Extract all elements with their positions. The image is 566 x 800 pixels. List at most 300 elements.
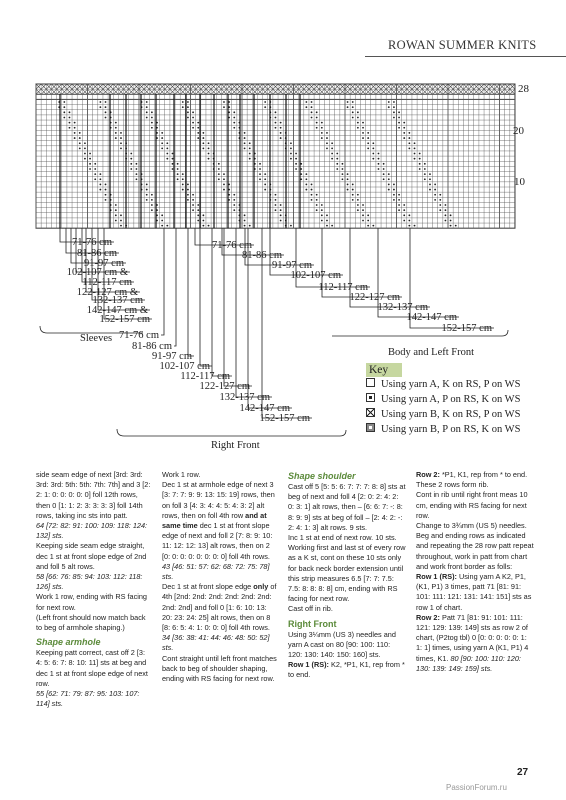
- right-front-size-label: 91-97 cm: [152, 351, 192, 362]
- purl-dot: [115, 132, 117, 134]
- sleeve-size-label: 102-107 cm &: [66, 267, 128, 278]
- purl-dot: [321, 214, 323, 216]
- purl-dot: [403, 204, 405, 206]
- running-header: ROWAN SUMMER KNITS: [388, 38, 537, 52]
- purl-dot: [202, 142, 204, 144]
- body-size-label: 81-86 cm: [242, 250, 282, 261]
- purl-dot: [161, 142, 163, 144]
- purl-dot: [172, 158, 174, 160]
- purl-dot: [424, 168, 426, 170]
- purl-dot: [264, 106, 266, 108]
- purl-dot: [146, 189, 148, 191]
- paragraph: Keeping side seam edge straight, dec 1 st at front slope edge of 2nd and foll 5 alt rows.: [36, 541, 147, 571]
- purl-dot: [161, 225, 163, 227]
- purl-dot: [182, 106, 184, 108]
- purl-dot: [378, 163, 380, 165]
- key-item-text: Using yarn B, K on RS, P on WS: [381, 409, 521, 420]
- purl-dot: [233, 194, 235, 196]
- purl-dot: [403, 127, 405, 129]
- purl-dot: [419, 153, 421, 155]
- key-item-yarn-a-knit: [366, 378, 520, 390]
- purl-dot: [445, 214, 447, 216]
- purl-dot: [439, 199, 441, 201]
- purl-dot: [321, 122, 323, 124]
- purl-dot: [352, 106, 354, 108]
- purl-dot: [105, 106, 107, 108]
- purl-dot: [197, 137, 199, 139]
- purl-dot: [115, 209, 117, 211]
- purl-dot: [208, 142, 210, 144]
- purl-dot: [187, 101, 189, 103]
- text-run: Dec 1 st at armhole edge of next 3 [3: 7: 7: 9: 9: 13: 15: 19] rows, then on foll 3 [4: 3: 4: 4: 5: 4: 3: 2] alt rows, then on foll 4th row: [162, 480, 275, 520]
- purl-dot: [429, 189, 431, 191]
- purl-dot: [151, 127, 153, 129]
- chart-grid: [36, 84, 515, 228]
- body-size-label: 102-107 cm: [290, 270, 341, 281]
- purl-dot: [187, 189, 189, 191]
- chart-key: [366, 360, 521, 435]
- purl-dot: [290, 153, 292, 155]
- purl-dot: [218, 163, 220, 165]
- purl-dot: [146, 194, 148, 196]
- purl-dot: [290, 225, 292, 227]
- purl-dot: [352, 117, 354, 119]
- purl-dot: [280, 127, 282, 129]
- purl-dot: [311, 199, 313, 201]
- purl-dot: [429, 173, 431, 175]
- purl-dot: [115, 214, 117, 216]
- purl-dot: [357, 194, 359, 196]
- purl-dot: [172, 153, 174, 155]
- text-column-3: [288, 470, 406, 681]
- text-run: Patt 71 [81: 91: 101: 111: 121: 129: 139: 149] sts as row 2 of chart, (P2tog tbl) 0 [0: 0: 0: 0: 0: 1: 1: 1] times, using yarn A (K1, P1) 4 times, K1.: [416, 612, 529, 663]
- purl-dot: [275, 122, 277, 124]
- paragraph: Cont in rib until right front meas 10 cm, ending with RS facing for next row.: [416, 490, 528, 520]
- purl-dot: [393, 199, 395, 201]
- purl-dot: [223, 189, 225, 191]
- purl-dot: [434, 194, 436, 196]
- purl-dot: [94, 178, 96, 180]
- purl-dot: [398, 122, 400, 124]
- purl-dot: [208, 158, 210, 160]
- sleeve-size-label: 91-97 cm: [84, 258, 124, 269]
- purl-dot: [326, 137, 328, 139]
- purl-dot: [264, 184, 266, 186]
- purl-dot: [403, 122, 405, 124]
- bold-run: only: [253, 582, 269, 592]
- purl-dot: [172, 168, 174, 170]
- purl-dot: [352, 189, 354, 191]
- key-item-yarn-a-purl: [366, 393, 520, 405]
- paragraph: [416, 613, 534, 674]
- paragraph: Inc 1 st at end of next row. 10 sts.: [288, 533, 397, 543]
- purl-dot: [161, 147, 163, 149]
- purl-dot: [439, 204, 441, 206]
- purl-dot: [403, 132, 405, 134]
- purl-dot: [439, 194, 441, 196]
- purl-dot: [202, 225, 204, 227]
- purl-dot: [223, 173, 225, 175]
- purl-dot: [367, 132, 369, 134]
- purl-dot: [352, 194, 354, 196]
- purl-dot: [445, 204, 447, 206]
- purl-dot: [403, 220, 405, 222]
- purl-dot: [357, 122, 359, 124]
- right-front-size-label: 142-147 cm: [239, 403, 290, 414]
- purl-dot: [367, 225, 369, 227]
- purl-dot: [311, 106, 313, 108]
- body-size-label: 122-127 cm: [349, 292, 400, 303]
- purl-dot: [197, 214, 199, 216]
- purl-dot: [84, 158, 86, 160]
- key-item-yarn-b-purl: [366, 423, 520, 435]
- purl-dot: [94, 168, 96, 170]
- purl-dot: [393, 189, 395, 191]
- purl-dot: [408, 142, 410, 144]
- sleeve-size-label: 112-117 cm: [82, 277, 132, 288]
- purl-dot: [74, 122, 76, 124]
- purl-dot: [367, 137, 369, 139]
- purl-dot: [166, 142, 168, 144]
- purl-dot: [398, 194, 400, 196]
- purl-dot: [120, 142, 122, 144]
- purl-dot: [177, 163, 179, 165]
- watermark: PassionForum.ru: [446, 783, 507, 792]
- purl-dot: [74, 127, 76, 129]
- paragraph: Change to 3¾mm (US 5) needles.: [416, 521, 527, 531]
- purl-dot: [130, 153, 132, 155]
- purl-dot: [192, 209, 194, 211]
- stitch-count: 64 [72: 82: 91: 100: 109: 118: 124: 132] sts.: [36, 521, 148, 541]
- bold-run: Row 2:: [416, 470, 440, 479]
- stitch-count: 34 [36: 38: 41: 44: 46: 48: 50: 52] sts.: [162, 633, 270, 653]
- purl-dot: [105, 199, 107, 201]
- leader-line: [174, 228, 176, 346]
- purl-dot: [403, 214, 405, 216]
- purl-dot: [419, 158, 421, 160]
- text-column-2: [162, 470, 278, 684]
- dot-square-icon: [366, 393, 375, 402]
- purl-dot: [398, 111, 400, 113]
- purl-dot: [311, 101, 313, 103]
- purl-dot: [388, 184, 390, 186]
- purl-dot: [311, 117, 313, 119]
- purl-dot: [342, 168, 344, 170]
- purl-dot: [166, 153, 168, 155]
- cross-square-icon: [366, 408, 375, 417]
- purl-dot: [378, 153, 380, 155]
- purl-dot: [347, 101, 349, 103]
- bold-run: Row 2:: [416, 612, 440, 622]
- purl-dot: [326, 220, 328, 222]
- purl-dot: [450, 214, 452, 216]
- purl-dot: [244, 147, 246, 149]
- purl-dot: [187, 199, 189, 201]
- purl-dot: [450, 225, 452, 227]
- purl-dot: [275, 111, 277, 113]
- purl-dot: [316, 111, 318, 113]
- purl-dot: [357, 127, 359, 129]
- purl-dot: [290, 158, 292, 160]
- purl-dot: [362, 132, 364, 134]
- purl-dot: [362, 137, 364, 139]
- purl-dot: [182, 178, 184, 180]
- purl-dot: [280, 209, 282, 211]
- purl-dot: [79, 147, 81, 149]
- purl-dot: [414, 153, 416, 155]
- purl-dot: [197, 127, 199, 129]
- purl-dot: [264, 178, 266, 180]
- purl-dot: [295, 163, 297, 165]
- purl-dot: [352, 199, 354, 201]
- purl-dot: [280, 204, 282, 206]
- purl-dot: [63, 106, 65, 108]
- purl-dot: [197, 209, 199, 211]
- purl-dot: [321, 204, 323, 206]
- purl-dot: [362, 127, 364, 129]
- stitch-count: 55 [62: 71: 79: 87: 95: 103: 107: 114] sts.: [36, 689, 140, 709]
- purl-dot: [120, 225, 122, 227]
- purl-dot: [316, 117, 318, 119]
- purl-dot: [362, 214, 364, 216]
- purl-dot: [105, 194, 107, 196]
- paragraph: Work 1 row.: [162, 470, 201, 479]
- purl-dot: [208, 153, 210, 155]
- row-label-28: 28: [518, 83, 529, 95]
- purl-dot: [372, 153, 374, 155]
- body-size-label: 152-157 cm: [441, 323, 492, 334]
- purl-dot: [305, 184, 307, 186]
- purl-dot: [336, 158, 338, 160]
- right-front-bracket: [117, 429, 346, 436]
- sleeve-size-label: 142-147 cm &: [86, 305, 148, 316]
- paragraph: [162, 582, 278, 653]
- purl-dot: [161, 137, 163, 139]
- purl-dot: [233, 127, 235, 129]
- key-title: Key: [366, 363, 402, 377]
- section-heading: Shape shoulder: [288, 471, 356, 481]
- purl-dot: [393, 111, 395, 113]
- purl-dot: [244, 132, 246, 134]
- purl-dot: [372, 142, 374, 144]
- purl-dot: [372, 158, 374, 160]
- purl-dot: [84, 153, 86, 155]
- purl-dot: [275, 127, 277, 129]
- purl-dot: [388, 101, 390, 103]
- purl-dot: [275, 199, 277, 201]
- purl-dot: [326, 142, 328, 144]
- purl-dot: [455, 225, 457, 227]
- purl-dot: [99, 106, 101, 108]
- purl-dot: [233, 122, 235, 124]
- purl-dot: [120, 220, 122, 222]
- purl-dot: [197, 122, 199, 124]
- purl-dot: [347, 106, 349, 108]
- purl-dot: [388, 178, 390, 180]
- purl-dot: [233, 199, 235, 201]
- purl-dot: [244, 225, 246, 227]
- purl-dot: [295, 153, 297, 155]
- key-item-text: Using yarn B, P on RS, K on WS: [381, 424, 521, 435]
- purl-dot: [321, 127, 323, 129]
- purl-dot: [295, 158, 297, 160]
- purl-dot: [357, 209, 359, 211]
- purl-dot: [130, 168, 132, 170]
- purl-dot: [120, 132, 122, 134]
- purl-dot: [74, 132, 76, 134]
- right-front-size-label: 102-107 cm: [159, 361, 210, 372]
- purl-dot: [259, 178, 261, 180]
- purl-dot: [146, 184, 148, 186]
- purl-dot: [408, 147, 410, 149]
- stitch-count: 43 [46: 51: 57: 62: 68: 72: 75: 78] sts.: [162, 561, 270, 582]
- purl-dot: [161, 132, 163, 134]
- right-front-group-label: Right Front: [211, 440, 260, 451]
- text-run: dec 1 st at front slope edge of next and foll 2 [7: 8: 9: 10: 11: 12: 12: 13] alt rows, then on 2 [0: 0: 0: 0: 0: 0: 0: 0] foll 4th rows.: [162, 521, 273, 561]
- purl-dot: [362, 220, 364, 222]
- purl-dot: [367, 142, 369, 144]
- purl-dot: [244, 142, 246, 144]
- purl-dot: [347, 184, 349, 186]
- paragraph: Cont straight until left front matches back to beg of shoulder shaping, ending with RS facing for next row.: [162, 653, 277, 684]
- purl-dot: [429, 184, 431, 186]
- sleeve-size-label: 152-157 cm: [99, 314, 150, 325]
- purl-dot: [414, 142, 416, 144]
- bold-run: Row 1 (RS):: [416, 572, 457, 582]
- paragraph: [288, 660, 406, 680]
- purl-dot: [264, 173, 266, 175]
- purl-dot: [130, 158, 132, 160]
- purl-dot: [383, 168, 385, 170]
- purl-dot: [326, 225, 328, 227]
- purl-dot: [177, 168, 179, 170]
- purl-dot: [372, 225, 374, 227]
- purl-dot: [151, 199, 153, 201]
- purl-dot: [347, 178, 349, 180]
- purl-dot: [362, 122, 364, 124]
- right-front-size-label: 112-117 cm: [180, 371, 230, 382]
- purl-dot: [69, 122, 71, 124]
- purl-dot: [233, 117, 235, 119]
- purl-dot: [408, 137, 410, 139]
- purl-dot: [383, 173, 385, 175]
- purl-dot: [424, 178, 426, 180]
- paragraph: (Left front should now match back to beg of armhole shaping.): [36, 612, 146, 633]
- purl-dot: [99, 101, 101, 103]
- purl-dot: [151, 122, 153, 124]
- purl-dot: [311, 111, 313, 113]
- purl-dot: [336, 163, 338, 165]
- text-run: of 4th [2nd: 2nd: 2nd: 2nd: 2nd: 2nd: 2nd: 2nd] and foll 0 [1: 6: 10: 13: 20: 23: 24: 25] alt rows, then on 8 [8: 6: 5: 4: 1: 0: 0: 0] foll 4th rows.: [162, 582, 277, 633]
- purl-dot: [280, 122, 282, 124]
- purl-dot: [182, 189, 184, 191]
- purl-dot: [362, 209, 364, 211]
- purl-dot: [223, 101, 225, 103]
- purl-dot: [367, 147, 369, 149]
- purl-dot: [321, 137, 323, 139]
- purl-dot: [398, 204, 400, 206]
- purl-dot: [280, 132, 282, 134]
- leader-line: [161, 228, 164, 335]
- purl-dot: [331, 153, 333, 155]
- purl-dot: [336, 153, 338, 155]
- purl-dot: [79, 137, 81, 139]
- purl-dot: [352, 184, 354, 186]
- purl-dot: [290, 147, 292, 149]
- purl-dot: [357, 117, 359, 119]
- purl-dot: [295, 168, 297, 170]
- purl-dot: [259, 168, 261, 170]
- purl-dot: [197, 204, 199, 206]
- purl-dot: [136, 173, 138, 175]
- purl-dot: [388, 106, 390, 108]
- purl-dot: [403, 209, 405, 211]
- purl-dot: [69, 127, 71, 129]
- right-front-size-label: 71-76 cm: [119, 330, 159, 341]
- purl-dot: [326, 147, 328, 149]
- purl-dot: [403, 137, 405, 139]
- purl-dot: [316, 204, 318, 206]
- body-size-label: 71-76 cm: [212, 240, 252, 251]
- purl-dot: [218, 168, 220, 170]
- bold-run: Row 1 (RS):: [288, 660, 329, 670]
- purl-dot: [223, 184, 225, 186]
- purl-dot: [115, 204, 117, 206]
- body-size-label: 112-117 cm: [318, 282, 368, 293]
- purl-dot: [244, 220, 246, 222]
- purl-dot: [146, 106, 148, 108]
- purl-dot: [105, 184, 107, 186]
- purl-dot: [166, 158, 168, 160]
- purl-dot: [398, 209, 400, 211]
- purl-dot: [182, 101, 184, 103]
- purl-dot: [84, 142, 86, 144]
- paragraph: Working first and last st of every row as a K st, cont on these 10 sts only for back neck border extension until this strip measures 6.5 [7: 7: 7.5: 7.5: 8: 8: 8: 8] cm, ending with RS facing for next row.: [288, 543, 406, 604]
- purl-dot: [94, 173, 96, 175]
- purl-dot: [182, 184, 184, 186]
- purl-dot: [192, 127, 194, 129]
- right-front-size-label: 81-86 cm: [132, 341, 172, 352]
- purl-dot: [136, 168, 138, 170]
- purl-dot: [218, 173, 220, 175]
- purl-dot: [187, 184, 189, 186]
- purl-dot: [151, 194, 153, 196]
- purl-dot: [99, 184, 101, 186]
- purl-dot: [146, 111, 148, 113]
- purl-dot: [218, 178, 220, 180]
- purl-dot: [342, 163, 344, 165]
- paragraph: Work 1 row, ending with RS facing for next row.: [36, 592, 147, 612]
- purl-dot: [192, 204, 194, 206]
- purl-dot: [331, 158, 333, 160]
- purl-dot: [383, 178, 385, 180]
- purl-dot: [305, 173, 307, 175]
- purl-dot: [362, 204, 364, 206]
- paragraph: Cast off 5 [5: 5: 6: 7: 7: 7: 8: 8] sts at beg of next and foll 4 [2: 0: 2: 4: 2: 0: 3: 1] alt rows, then – [6: 6: 7: -: 8: 8: 9: 9] sts at beg of foll – [2: 4: 2: -: 2: 4: 1: 3] alt rows. 9 sts.: [288, 482, 406, 532]
- purl-dot: [223, 106, 225, 108]
- purl-dot: [336, 168, 338, 170]
- purl-dot: [105, 117, 107, 119]
- purl-dot: [357, 111, 359, 113]
- purl-dot: [290, 142, 292, 144]
- purl-dot: [378, 168, 380, 170]
- purl-dot: [146, 101, 148, 103]
- key-item-text: Using yarn A, K on RS, P on WS: [381, 379, 521, 390]
- section-heading: Shape armhole: [36, 637, 101, 648]
- purl-dot: [105, 189, 107, 191]
- purl-dot: [115, 127, 117, 129]
- paragraph: side seam edge of next [3rd: 3rd: 3rd: 3rd: 5th: 5th: 7th: 7th] and 3 [2: 2: 1: 0: 0: 0: 0: 0] foll 12th rows, then 0 [1: 1: 2: 3: 3: 3: 3] foll 14th rows, taking inc sts into patt.: [36, 470, 151, 520]
